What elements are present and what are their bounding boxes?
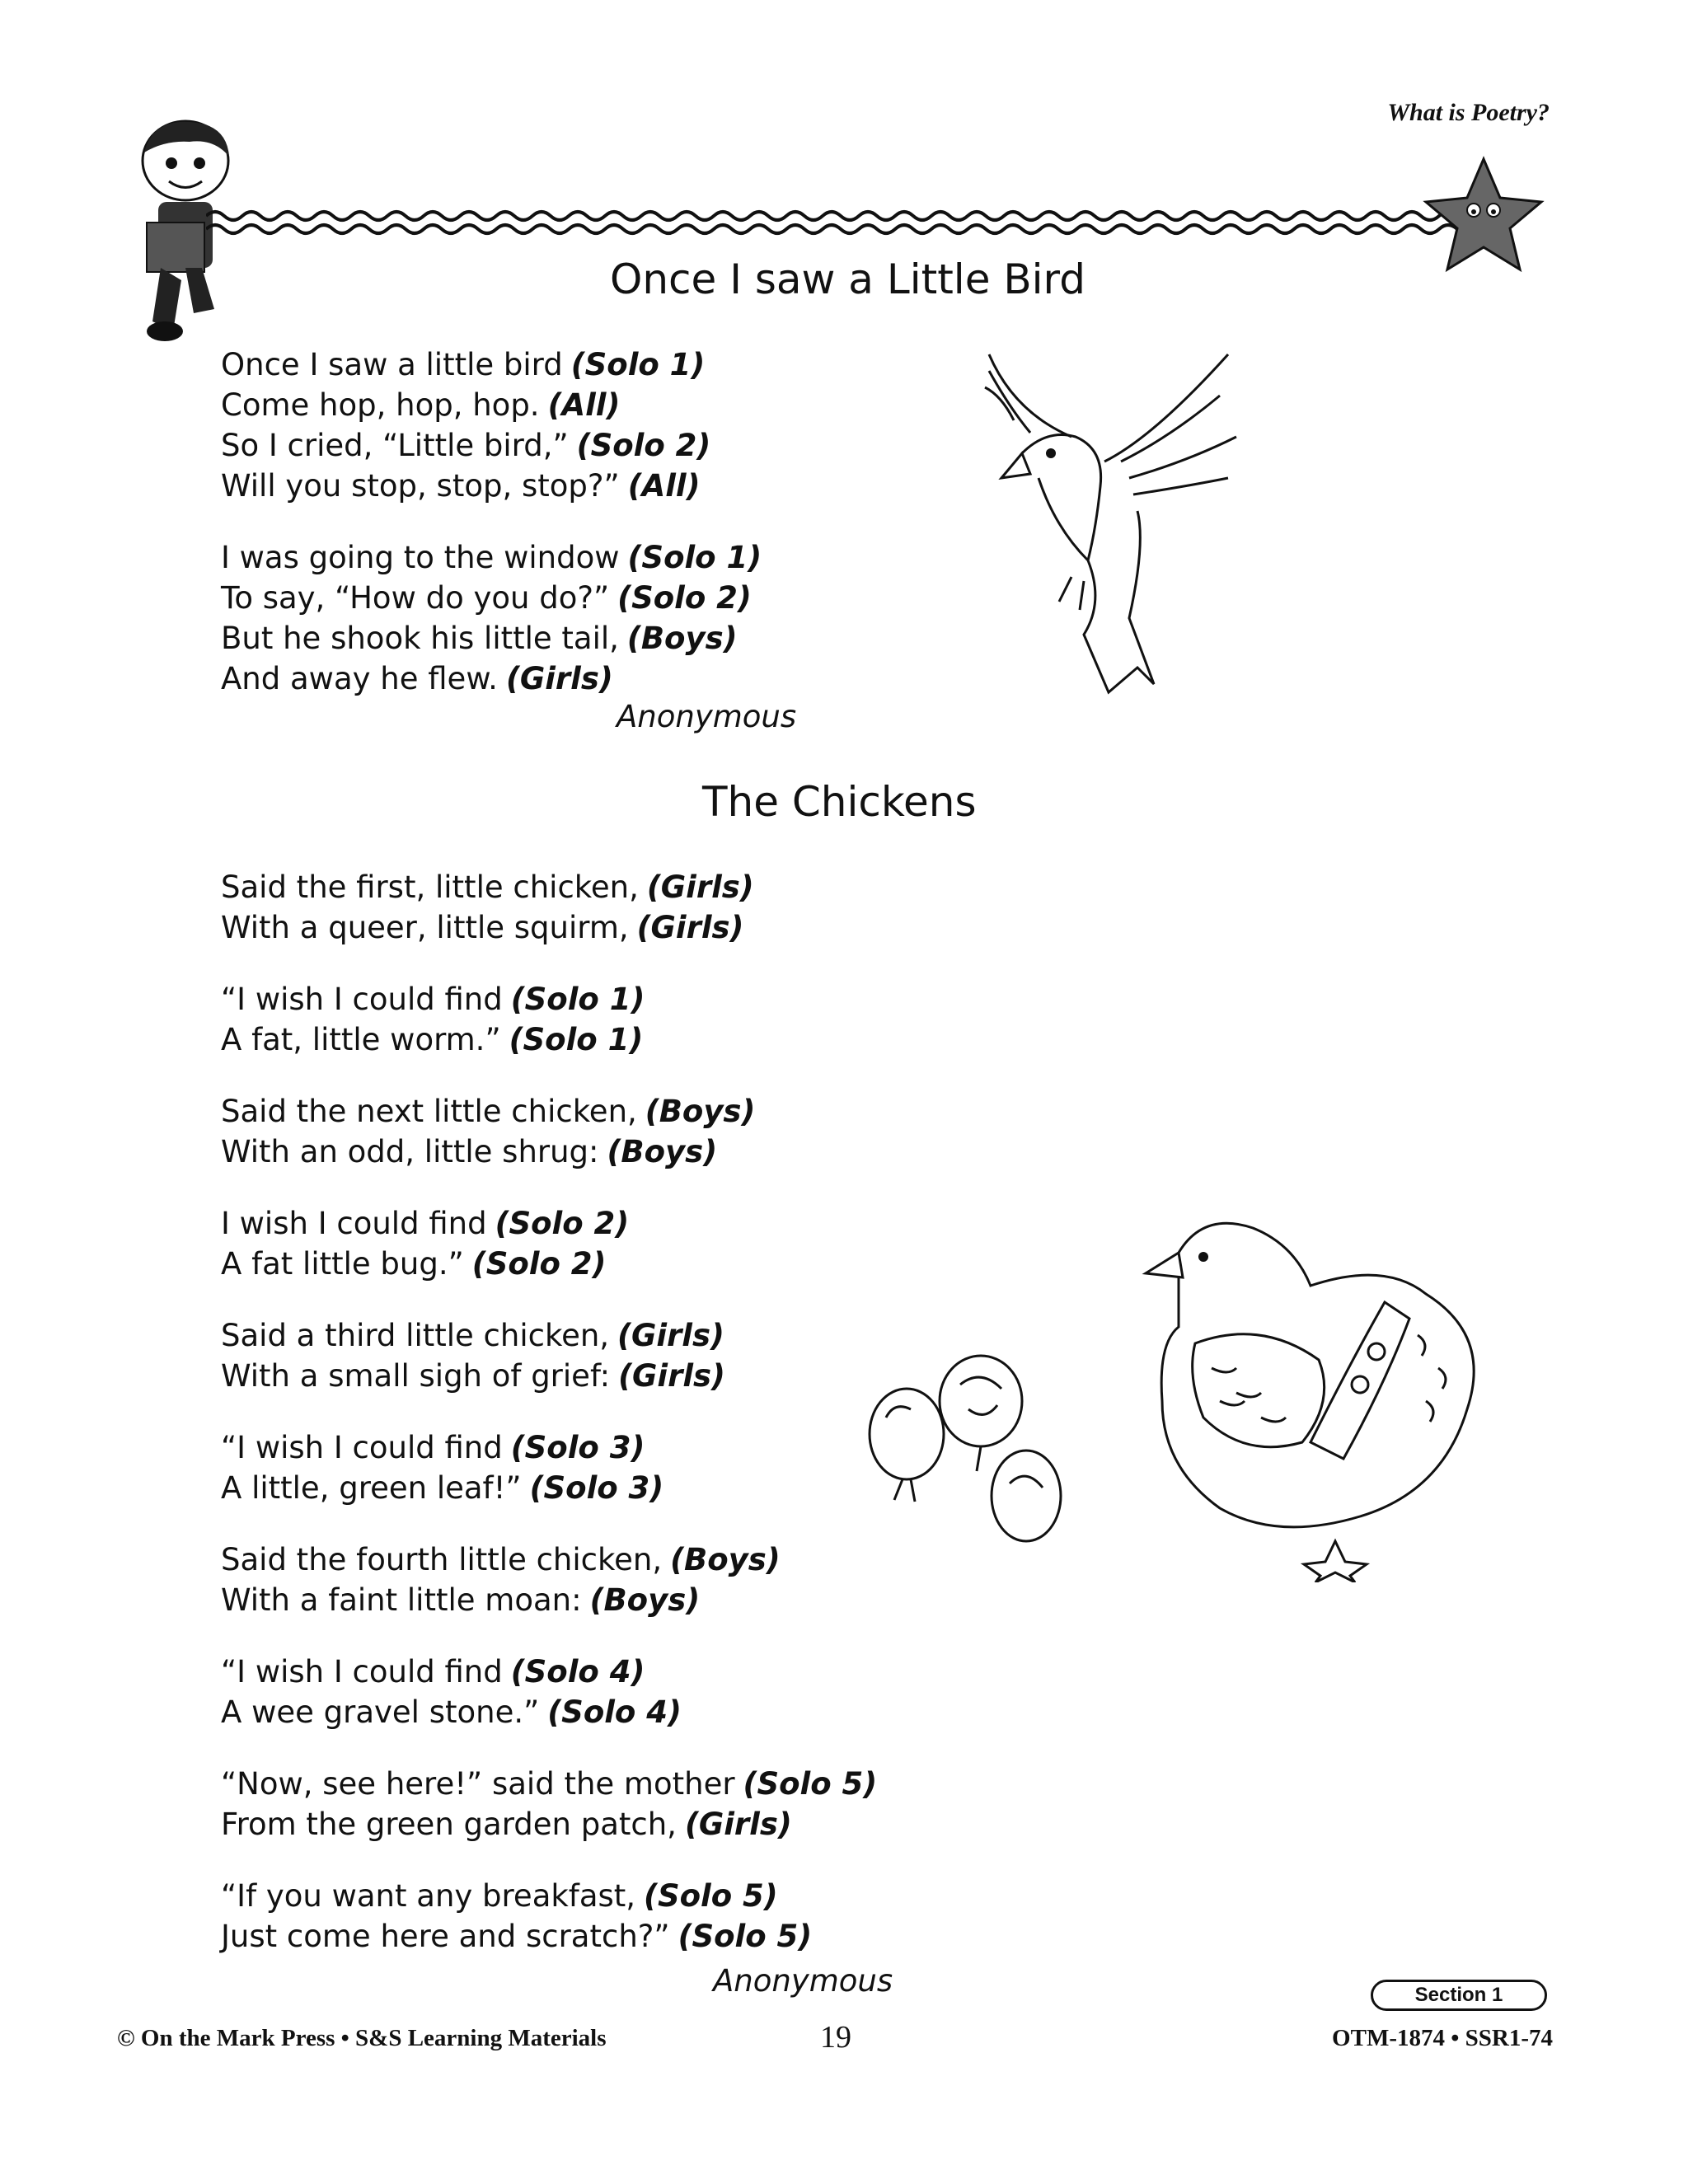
- poem-line: A wee gravel stone.” (Solo 4): [221, 1694, 682, 1730]
- reader-cue: (Solo 3): [529, 1470, 664, 1506]
- poem-line: With a faint little moan: (Boys): [221, 1582, 701, 1618]
- poem-line: “I wish I could find (Solo 1): [221, 982, 645, 1017]
- star-mascot-illustration: [1418, 152, 1550, 276]
- poem-line: Said the next little chicken, (Boys): [221, 1094, 756, 1129]
- reader-cue: (Solo 1): [510, 982, 645, 1017]
- reader-cue: (Girls): [617, 1318, 724, 1353]
- reader-cue: (Solo 5): [743, 1766, 878, 1802]
- reader-cue: (Solo 5): [678, 1919, 813, 1954]
- reader-cue: (Solo 3): [510, 1430, 645, 1465]
- poem-line: Said the fourth little chicken, (Boys): [221, 1542, 781, 1577]
- poem-line: A little, green leaf!” (Solo 3): [221, 1470, 664, 1506]
- poem-body: [221, 344, 762, 699]
- stanza: [221, 344, 762, 506]
- poem-line: With an odd, little shrug: (Boys): [221, 1134, 718, 1169]
- stanza: [221, 979, 877, 1060]
- reader-cue: (Boys): [607, 1134, 718, 1169]
- poem-line: Come hop, hop, hop. (All): [221, 387, 621, 423]
- reader-cue: (Solo 2): [576, 428, 711, 463]
- reader-cue: (Girls): [505, 661, 613, 696]
- page-number: 19: [820, 2020, 851, 2055]
- hen-illustration: [1113, 1195, 1508, 1582]
- stanza: [221, 1427, 877, 1508]
- reader-cue: (Solo 1): [627, 540, 762, 575]
- stanza: [221, 537, 762, 699]
- reader-cue: (Solo 1): [509, 1022, 644, 1057]
- poem-line: Just come here and scratch?” (Solo 5): [221, 1919, 813, 1954]
- product-code: OTM-1874 • SSR1-74: [1332, 2025, 1553, 2051]
- poem-line: Said the first, little chicken, (Girls): [221, 869, 754, 905]
- poem-title: The Chickens: [702, 778, 977, 826]
- poem-body: [221, 867, 877, 1957]
- reader-cue: (Solo 5): [644, 1878, 778, 1914]
- reader-cue: (All): [627, 468, 701, 504]
- poem-line: So I cried, “Little bird,” (Solo 2): [221, 428, 711, 463]
- reader-cue: (Boys): [645, 1094, 756, 1129]
- stanza: [221, 1652, 877, 1732]
- bird-illustration: [964, 338, 1245, 701]
- poem-line: To say, “How do you do?” (Solo 2): [221, 580, 752, 616]
- running-header: What is Poetry?: [1387, 99, 1550, 126]
- reader-cue: (Boys): [670, 1542, 781, 1577]
- poem-title: Once I saw a Little Bird: [610, 255, 1085, 303]
- stanza: [221, 1315, 877, 1396]
- chicks-illustration: [861, 1343, 1084, 1566]
- poem-line: Said a third little chicken, (Girls): [221, 1318, 724, 1353]
- reader-cue: (Girls): [618, 1358, 725, 1394]
- reader-cue: (Solo 2): [617, 580, 752, 616]
- wavy-divider: [206, 198, 1459, 247]
- reader-cue: (Girls): [636, 910, 744, 945]
- stanza: [221, 1540, 877, 1620]
- stanza: [221, 1203, 877, 1284]
- poem-author: Anonymous: [617, 699, 797, 734]
- poem-line: “Now, see here!” said the mother (Solo 5): [221, 1766, 878, 1802]
- reader-cue: (Boys): [589, 1582, 701, 1618]
- section-badge: Section 1: [1371, 1980, 1547, 2011]
- poem-line: A fat, little worm.” (Solo 1): [221, 1022, 644, 1057]
- poem-line: I wish I could find (Solo 2): [221, 1206, 630, 1241]
- poem-line: “I wish I could find (Solo 4): [221, 1654, 645, 1690]
- reader-cue: (Solo 4): [547, 1694, 682, 1730]
- stanza: [221, 867, 877, 948]
- poem-line: “If you want any breakfast, (Solo 5): [221, 1878, 778, 1914]
- stanza: [221, 1091, 877, 1172]
- poem-line: I was going to the window (Solo 1): [221, 540, 762, 575]
- poem-line: Will you stop, stop, stop?” (All): [221, 468, 701, 504]
- reader-cue: (Solo 4): [510, 1654, 645, 1690]
- poem-line: With a queer, little squirm, (Girls): [221, 910, 744, 945]
- reader-cue: (Solo 2): [471, 1246, 607, 1282]
- copyright-footer: © On the Mark Press • S&S Learning Materials: [117, 2025, 607, 2051]
- reader-cue: (Solo 2): [495, 1206, 630, 1241]
- poem-line: But he shook his little tail, (Boys): [221, 621, 738, 656]
- poem-line: With a small sigh of grief: (Girls): [221, 1358, 725, 1394]
- poem-line: A fat little bug.” (Solo 2): [221, 1246, 607, 1282]
- reader-cue: (Girls): [646, 869, 754, 905]
- poem-author: Anonymous: [713, 1963, 893, 1999]
- reader-cue: (All): [547, 387, 621, 423]
- stanza: [221, 1876, 877, 1957]
- reader-cue: (Boys): [626, 621, 738, 656]
- poem-line: And away he flew. (Girls): [221, 661, 613, 696]
- poem-line: Once I saw a little bird (Solo 1): [221, 347, 706, 382]
- reader-cue: (Solo 1): [570, 347, 706, 382]
- poem-line: “I wish I could find (Solo 3): [221, 1430, 645, 1465]
- stanza: [221, 1764, 877, 1844]
- reader-cue: (Girls): [684, 1807, 792, 1842]
- poem-line: From the green garden patch, (Girls): [221, 1807, 792, 1842]
